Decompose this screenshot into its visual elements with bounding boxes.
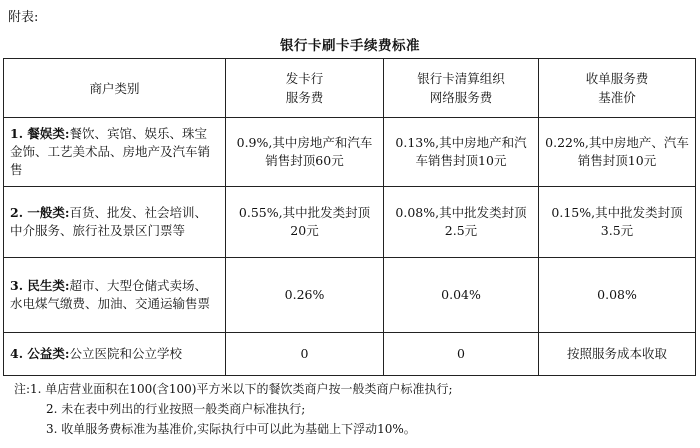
footnote-2: 2. 未在表中列出的行业按照一般类商户标准执行;: [46, 402, 306, 416]
appendix-label: 附表:: [8, 10, 39, 25]
category-name: 1. 餐娱类:: [10, 126, 70, 141]
category-cell: [4, 118, 226, 187]
acquirer-fee-cell: 0.08%: [539, 258, 696, 333]
issuer-fee-cell: 0.26%: [226, 258, 384, 333]
fee-table: [3, 58, 696, 376]
category-cell: [4, 187, 226, 258]
issuer-fee-cell: 0.9%,其中房地产和汽车销售封顶60元: [226, 118, 384, 187]
header-row: [4, 59, 696, 118]
category-desc: 百货、批发、社会培训、中介服务、旅行社及景区门票等: [10, 205, 208, 238]
footnote-3: 3. 收单服务费标准为基准价,实际执行中可以此为基础上下浮动10%。: [46, 422, 416, 436]
category-cell: [4, 333, 226, 376]
header-network-fee: 银行卡清算组织 网络服务费: [384, 59, 539, 118]
category-name: 4. 公益类:: [10, 346, 70, 361]
header-merchant-category: 商户类别: [4, 59, 226, 118]
network-fee-cell: 0.13%,其中房地产和汽车销售封顶10元: [384, 118, 539, 187]
issuer-fee-cell: 0: [226, 333, 384, 376]
table-row: [4, 118, 696, 187]
category-name: 3. 民生类:: [10, 278, 70, 293]
category-desc: 餐饮、宾馆、娱乐、珠宝金饰、工艺美术品、房地产及汽车销售: [10, 126, 211, 177]
issuer-fee-cell: 0.55%,其中批发类封顶20元: [226, 187, 384, 258]
footnote-1: 注:1. 单店营业面积在100(含100)平方米以下的餐饮类商户按一般类商户标准执行;: [14, 382, 453, 396]
network-fee-cell: 0.04%: [384, 258, 539, 333]
table-row: [4, 187, 696, 258]
table-row: [4, 333, 696, 376]
network-fee-cell: 0: [384, 333, 539, 376]
footnotes: [14, 379, 453, 439]
header-issuer-fee: 发卡行 服务费: [226, 59, 384, 118]
category-cell: [4, 258, 226, 333]
table-title: 银行卡刷卡手续费标准: [280, 38, 420, 54]
network-fee-cell: 0.08%,其中批发类封顶2.5元: [384, 187, 539, 258]
acquirer-fee-cell: 按照服务成本收取: [539, 333, 696, 376]
header-acquirer-fee: 收单服务费 基准价: [539, 59, 696, 118]
category-desc: 公立医院和公立学校: [69, 346, 183, 361]
category-desc: 超市、大型仓储式卖场、水电煤气缴费、加油、交通运输售票: [10, 278, 211, 311]
acquirer-fee-cell: 0.22%,其中房地产、汽车销售封顶10元: [539, 118, 696, 187]
category-name: 2. 一般类:: [10, 205, 70, 220]
acquirer-fee-cell: 0.15%,其中批发类封顶3.5元: [539, 187, 696, 258]
table-row: [4, 258, 696, 333]
